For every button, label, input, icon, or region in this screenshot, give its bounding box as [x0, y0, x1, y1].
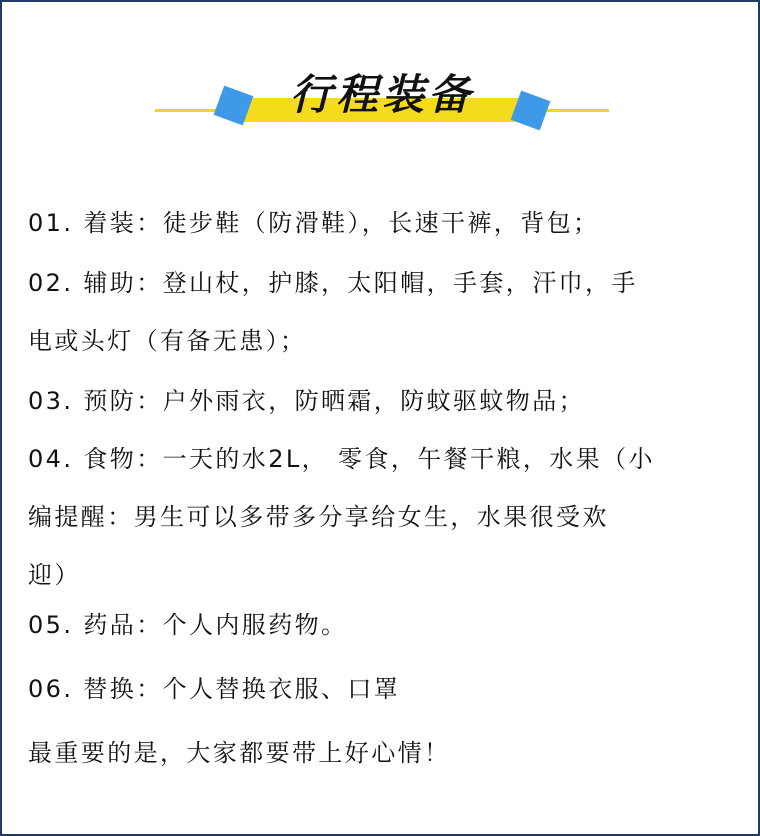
list-item-06: [28, 660, 734, 718]
list-item-04: [28, 430, 734, 604]
title-block: [2, 2, 758, 152]
list-item-line: 电或头灯（有备无患）；: [28, 327, 307, 355]
list-item-02: [28, 254, 734, 370]
closing-note: [28, 724, 734, 782]
list-item-line: 05. 药品：个人内服药物。: [28, 611, 348, 639]
list-item-03: [28, 372, 734, 430]
list-item-01: [28, 194, 734, 252]
list-item-line: 04. 食物：一天的水2L， 零食，午餐干粮，水果（小: [28, 445, 655, 473]
list-item-line: 03. 预防：户外雨衣，防晒霜，防蚊驱蚊物品；: [28, 387, 585, 415]
page-title: 行程装备: [289, 70, 474, 119]
list-item-line: 迎）: [28, 561, 81, 589]
closing-note-line: 最重要的是，大家都要带上好心情！: [28, 739, 451, 767]
list-item-05: [28, 596, 734, 654]
list-item-line: 02. 辅助：登山杖，护膝，太阳帽，手套，汗巾，手: [28, 269, 638, 297]
title-right-rule: [547, 109, 609, 112]
title-left-rule: [155, 109, 222, 112]
title-right-square-icon: [511, 91, 551, 131]
list-item-line: 01. 着装：徒步鞋（防滑鞋），长速干裤，背包；: [28, 209, 600, 237]
list-item-line: 06. 替换：个人替换衣服、口罩: [28, 675, 401, 703]
list-item-line: 编提醒：男生可以多带多分享给女生，水果很受欢: [28, 503, 609, 531]
